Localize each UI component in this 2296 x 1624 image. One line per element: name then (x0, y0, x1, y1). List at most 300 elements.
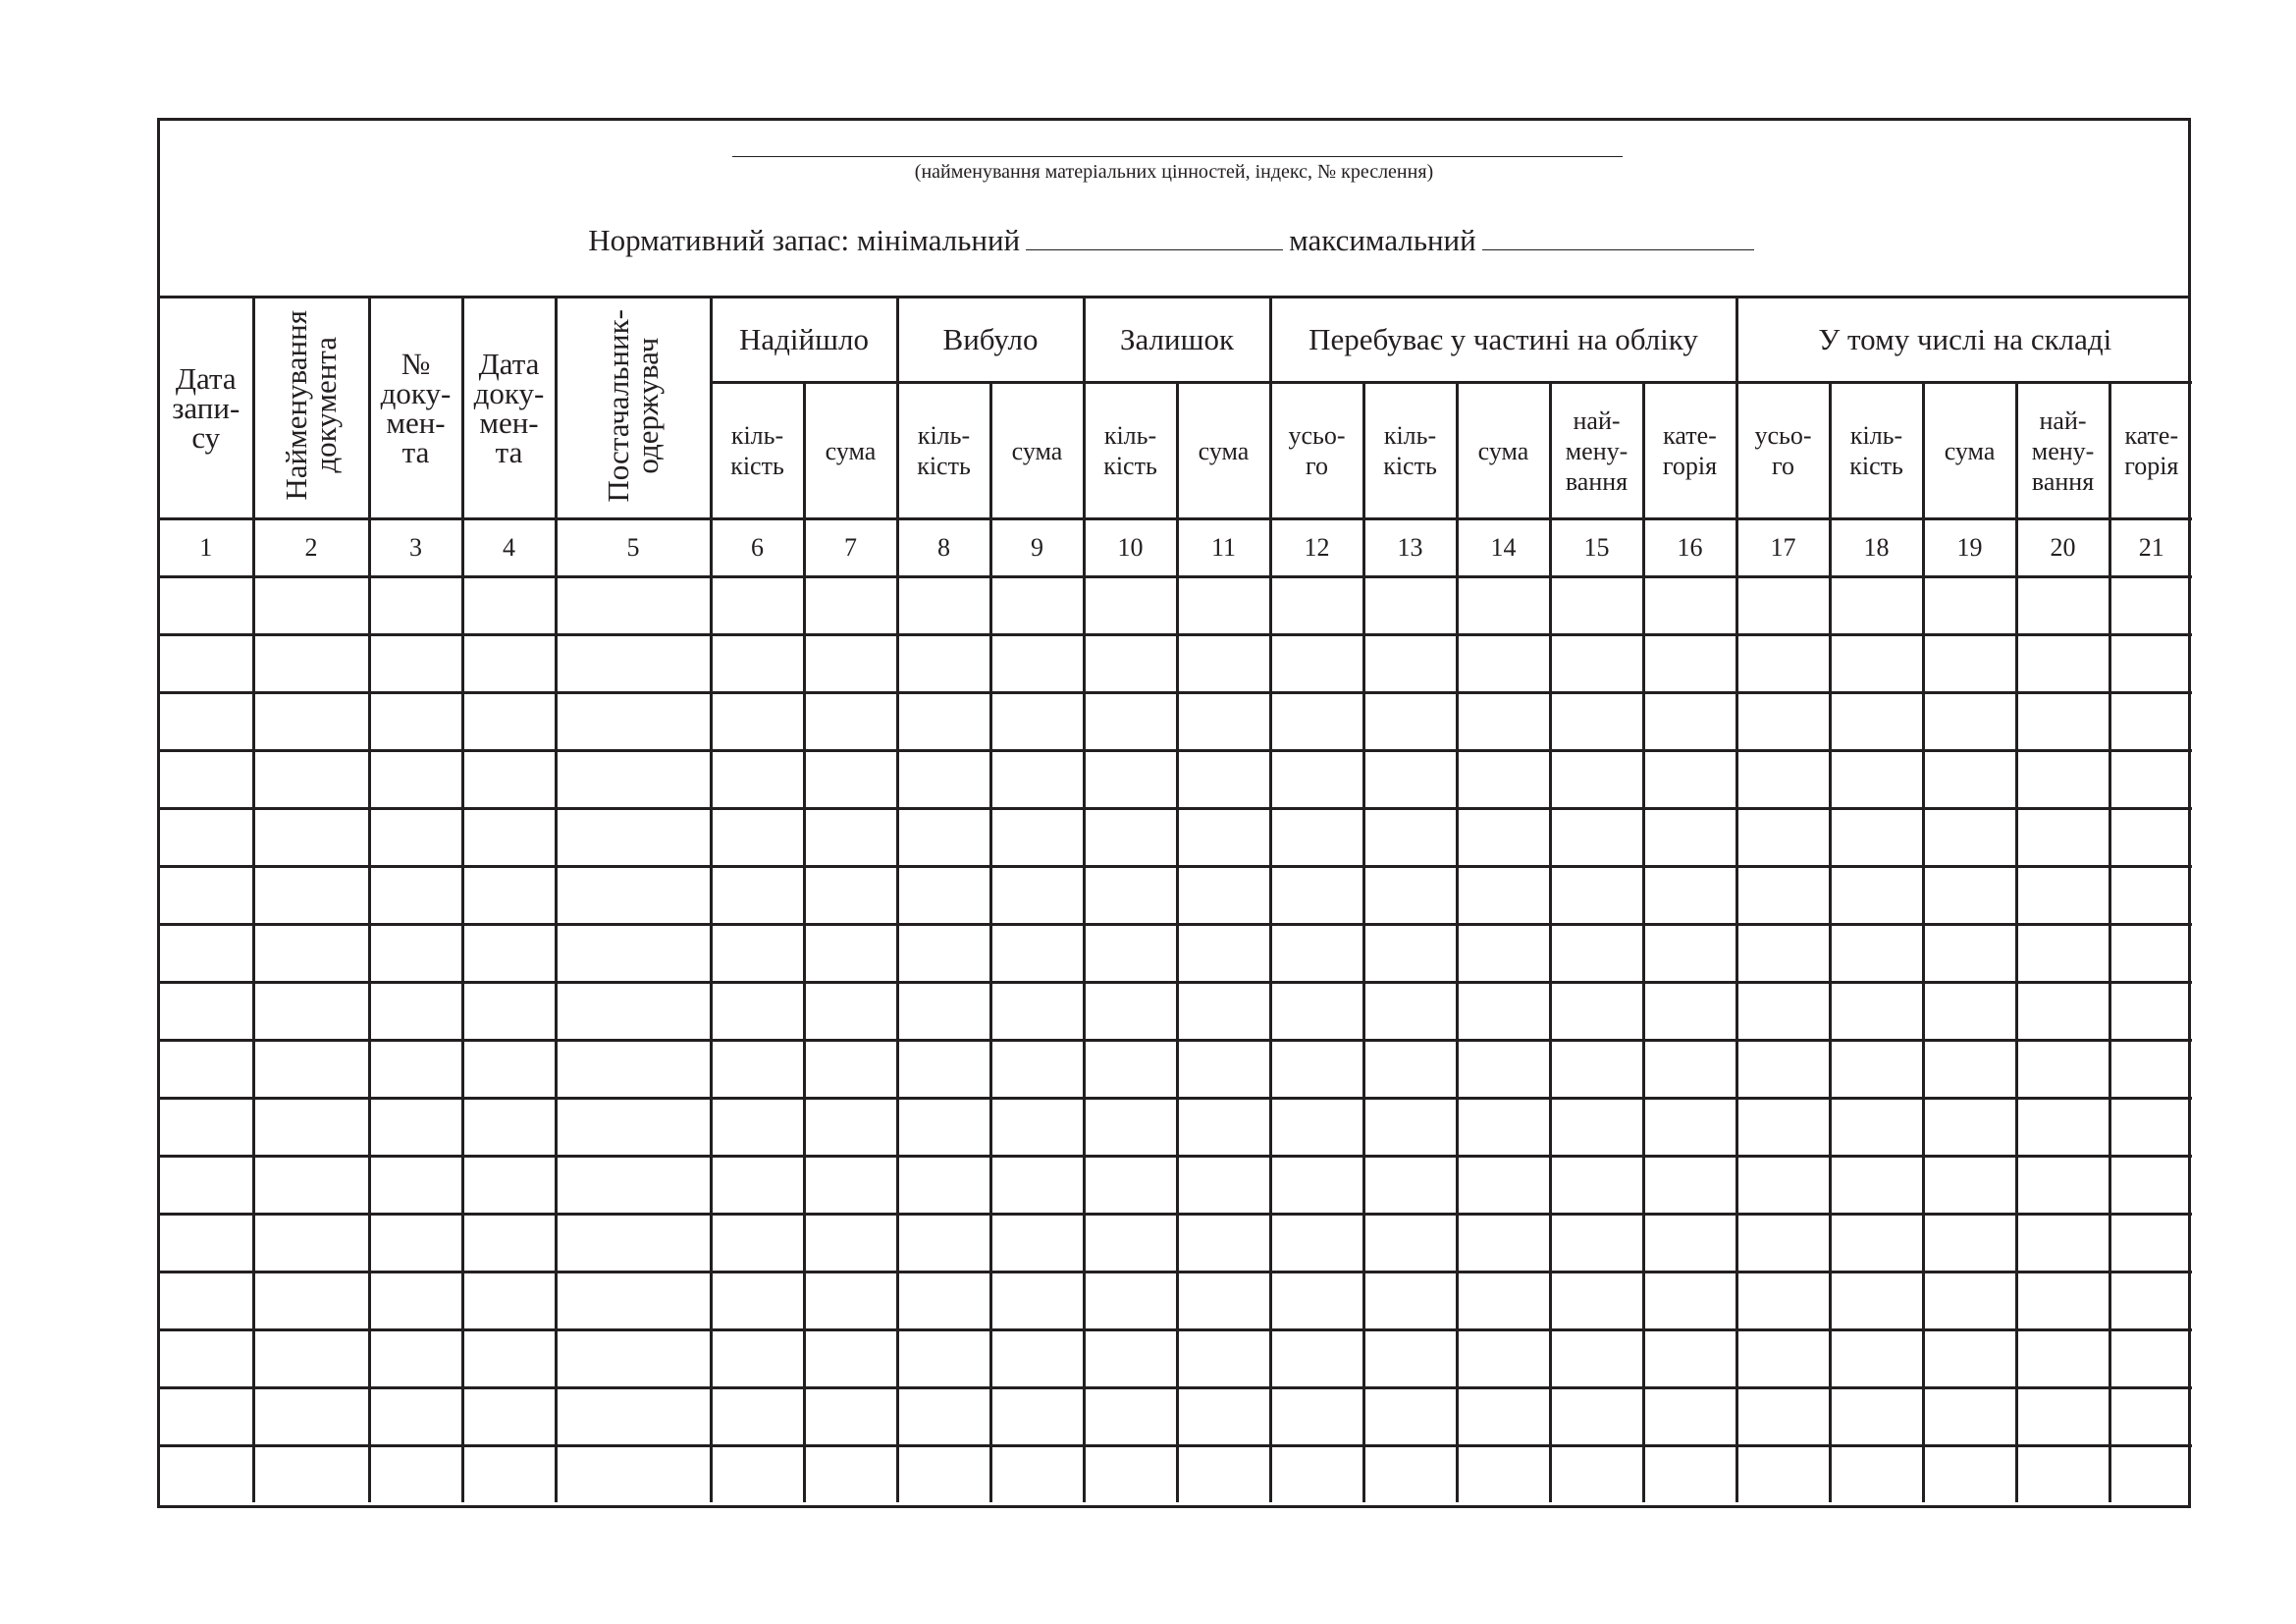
ledger-entry-cell[interactable] (711, 1215, 804, 1272)
ledger-entry-cell[interactable] (556, 635, 711, 693)
ledger-entry-cell[interactable] (897, 1099, 990, 1157)
ledger-entry-cell[interactable] (1923, 693, 2016, 751)
ledger-entry-cell[interactable] (1736, 1330, 1830, 1388)
ledger-entry-cell[interactable] (897, 1388, 990, 1446)
ledger-entry-cell[interactable] (2016, 1330, 2109, 1388)
ledger-entry-cell[interactable] (990, 577, 1084, 635)
ledger-entry-cell[interactable] (711, 983, 804, 1041)
ledger-entry-cell[interactable] (990, 693, 1084, 751)
ledger-entry-cell[interactable] (2016, 1388, 2109, 1446)
ledger-entry-cell[interactable] (1177, 751, 1270, 809)
ledger-entry-cell[interactable] (804, 983, 897, 1041)
ledger-entry-cell[interactable] (1457, 751, 1550, 809)
ledger-entry-cell[interactable] (1084, 1099, 1177, 1157)
ledger-entry-cell[interactable] (1923, 1272, 2016, 1330)
ledger-entry-cell[interactable] (2109, 635, 2192, 693)
ledger-entry-cell[interactable] (1270, 577, 1363, 635)
ledger-entry-cell[interactable] (253, 1157, 369, 1215)
ledger-entry-cell[interactable] (1830, 635, 1923, 693)
ledger-entry-cell[interactable] (1084, 693, 1177, 751)
ledger-entry-cell[interactable] (897, 1330, 990, 1388)
ledger-entry-cell[interactable] (556, 867, 711, 925)
ledger-entry-cell[interactable] (711, 1041, 804, 1099)
ledger-entry-cell[interactable] (369, 1099, 462, 1157)
ledger-entry-cell[interactable] (556, 577, 711, 635)
ledger-entry-cell[interactable] (2016, 867, 2109, 925)
ledger-entry-cell[interactable] (1830, 693, 1923, 751)
ledger-entry-cell[interactable] (1736, 1157, 1830, 1215)
ledger-entry-cell[interactable] (253, 751, 369, 809)
ledger-entry-cell[interactable] (1643, 635, 1736, 693)
ledger-entry-cell[interactable] (1270, 693, 1363, 751)
ledger-entry-cell[interactable] (2016, 635, 2109, 693)
ledger-entry-cell[interactable] (1923, 867, 2016, 925)
ledger-entry-cell[interactable] (1457, 1099, 1550, 1157)
ledger-entry-cell[interactable] (2109, 1099, 2192, 1157)
ledger-entry-cell[interactable] (2109, 1388, 2192, 1446)
ledger-entry-cell[interactable] (1270, 1446, 1363, 1503)
ledger-entry-cell[interactable] (1830, 1388, 1923, 1446)
ledger-entry-cell[interactable] (462, 1215, 556, 1272)
norm-min-field[interactable] (1026, 249, 1283, 250)
ledger-entry-cell[interactable] (1830, 809, 1923, 867)
ledger-entry-cell[interactable] (1177, 1272, 1270, 1330)
ledger-entry-cell[interactable] (1736, 1272, 1830, 1330)
ledger-entry-cell[interactable] (1830, 983, 1923, 1041)
ledger-entry-cell[interactable] (369, 1041, 462, 1099)
ledger-entry-cell[interactable] (990, 635, 1084, 693)
ledger-entry-cell[interactable] (1736, 751, 1830, 809)
ledger-entry-cell[interactable] (711, 925, 804, 983)
ledger-entry-cell[interactable] (990, 867, 1084, 925)
ledger-entry-cell[interactable] (990, 1157, 1084, 1215)
ledger-entry-cell[interactable] (1736, 1099, 1830, 1157)
ledger-entry-cell[interactable] (556, 1215, 711, 1272)
ledger-entry-cell[interactable] (160, 577, 253, 635)
ledger-entry-cell[interactable] (804, 1272, 897, 1330)
ledger-entry-cell[interactable] (1643, 1215, 1736, 1272)
ledger-entry-cell[interactable] (2109, 1157, 2192, 1215)
ledger-entry-cell[interactable] (1736, 1041, 1830, 1099)
ledger-entry-cell[interactable] (1270, 1215, 1363, 1272)
ledger-entry-cell[interactable] (1177, 1330, 1270, 1388)
ledger-entry-cell[interactable] (556, 751, 711, 809)
ledger-entry-cell[interactable] (1363, 809, 1457, 867)
ledger-entry-cell[interactable] (1550, 1157, 1643, 1215)
ledger-entry-cell[interactable] (990, 751, 1084, 809)
ledger-entry-cell[interactable] (1457, 925, 1550, 983)
ledger-entry-cell[interactable] (1084, 809, 1177, 867)
ledger-entry-cell[interactable] (2109, 1330, 2192, 1388)
ledger-entry-cell[interactable] (2109, 751, 2192, 809)
ledger-entry-cell[interactable] (253, 867, 369, 925)
ledger-entry-cell[interactable] (1177, 635, 1270, 693)
ledger-entry-cell[interactable] (462, 983, 556, 1041)
ledger-entry-cell[interactable] (897, 635, 990, 693)
ledger-entry-cell[interactable] (1550, 1388, 1643, 1446)
ledger-entry-cell[interactable] (1643, 809, 1736, 867)
ledger-entry-cell[interactable] (990, 1330, 1084, 1388)
ledger-entry-cell[interactable] (2109, 1041, 2192, 1099)
ledger-entry-cell[interactable] (1736, 693, 1830, 751)
ledger-entry-cell[interactable] (1736, 925, 1830, 983)
ledger-entry-cell[interactable] (1923, 983, 2016, 1041)
ledger-entry-cell[interactable] (462, 1099, 556, 1157)
ledger-entry-cell[interactable] (711, 751, 804, 809)
ledger-entry-cell[interactable] (253, 1388, 369, 1446)
ledger-entry-cell[interactable] (711, 635, 804, 693)
ledger-entry-cell[interactable] (253, 1330, 369, 1388)
ledger-entry-cell[interactable] (804, 925, 897, 983)
ledger-entry-cell[interactable] (1457, 635, 1550, 693)
ledger-entry-cell[interactable] (160, 1215, 253, 1272)
ledger-entry-cell[interactable] (369, 809, 462, 867)
ledger-entry-cell[interactable] (1830, 1272, 1923, 1330)
ledger-entry-cell[interactable] (990, 1388, 1084, 1446)
ledger-entry-cell[interactable] (1457, 1215, 1550, 1272)
ledger-entry-cell[interactable] (897, 1446, 990, 1503)
ledger-entry-cell[interactable] (1923, 1330, 2016, 1388)
ledger-entry-cell[interactable] (1270, 1041, 1363, 1099)
ledger-entry-cell[interactable] (804, 1099, 897, 1157)
ledger-entry-cell[interactable] (253, 1272, 369, 1330)
ledger-entry-cell[interactable] (1363, 751, 1457, 809)
ledger-entry-cell[interactable] (1643, 751, 1736, 809)
ledger-entry-cell[interactable] (160, 1446, 253, 1503)
ledger-entry-cell[interactable] (804, 693, 897, 751)
ledger-entry-cell[interactable] (1270, 1330, 1363, 1388)
ledger-entry-cell[interactable] (462, 809, 556, 867)
ledger-entry-cell[interactable] (160, 635, 253, 693)
ledger-entry-cell[interactable] (1830, 1215, 1923, 1272)
ledger-entry-cell[interactable] (369, 1157, 462, 1215)
ledger-entry-cell[interactable] (1363, 1099, 1457, 1157)
ledger-entry-cell[interactable] (1923, 1446, 2016, 1503)
ledger-entry-cell[interactable] (462, 1388, 556, 1446)
ledger-entry-cell[interactable] (1084, 983, 1177, 1041)
ledger-entry-cell[interactable] (253, 577, 369, 635)
ledger-entry-cell[interactable] (990, 1215, 1084, 1272)
ledger-entry-cell[interactable] (711, 1272, 804, 1330)
ledger-entry-cell[interactable] (1457, 1446, 1550, 1503)
ledger-entry-cell[interactable] (897, 1157, 990, 1215)
ledger-entry-cell[interactable] (1736, 577, 1830, 635)
ledger-entry-cell[interactable] (1084, 1272, 1177, 1330)
ledger-entry-cell[interactable] (369, 1388, 462, 1446)
ledger-entry-cell[interactable] (804, 1157, 897, 1215)
ledger-entry-cell[interactable] (2016, 925, 2109, 983)
ledger-entry-cell[interactable] (2016, 809, 2109, 867)
ledger-entry-cell[interactable] (1643, 1272, 1736, 1330)
ledger-entry-cell[interactable] (1830, 925, 1923, 983)
ledger-entry-cell[interactable] (556, 925, 711, 983)
ledger-entry-cell[interactable] (1084, 1041, 1177, 1099)
ledger-entry-cell[interactable] (160, 693, 253, 751)
ledger-entry-cell[interactable] (990, 925, 1084, 983)
ledger-entry-cell[interactable] (897, 867, 990, 925)
ledger-entry-cell[interactable] (1643, 693, 1736, 751)
ledger-entry-cell[interactable] (1177, 1099, 1270, 1157)
ledger-entry-cell[interactable] (1084, 751, 1177, 809)
ledger-entry-cell[interactable] (1270, 867, 1363, 925)
ledger-entry-cell[interactable] (1363, 1330, 1457, 1388)
ledger-entry-cell[interactable] (1084, 1446, 1177, 1503)
ledger-entry-cell[interactable] (990, 1272, 1084, 1330)
ledger-entry-cell[interactable] (1363, 925, 1457, 983)
ledger-entry-cell[interactable] (2109, 983, 2192, 1041)
item-name-line[interactable] (732, 156, 1623, 157)
ledger-entry-cell[interactable] (1457, 1272, 1550, 1330)
ledger-entry-cell[interactable] (1643, 867, 1736, 925)
ledger-entry-cell[interactable] (1270, 1157, 1363, 1215)
ledger-entry-cell[interactable] (1550, 1041, 1643, 1099)
ledger-entry-cell[interactable] (1363, 635, 1457, 693)
ledger-entry-cell[interactable] (1363, 1215, 1457, 1272)
ledger-entry-cell[interactable] (160, 1157, 253, 1215)
ledger-entry-cell[interactable] (711, 867, 804, 925)
ledger-entry-cell[interactable] (1830, 1099, 1923, 1157)
ledger-entry-cell[interactable] (369, 693, 462, 751)
ledger-entry-cell[interactable] (1363, 983, 1457, 1041)
ledger-entry-cell[interactable] (556, 809, 711, 867)
ledger-entry-cell[interactable] (369, 925, 462, 983)
ledger-entry-cell[interactable] (1550, 1272, 1643, 1330)
ledger-entry-cell[interactable] (1830, 1330, 1923, 1388)
ledger-entry-cell[interactable] (1177, 1388, 1270, 1446)
ledger-entry-cell[interactable] (1457, 1330, 1550, 1388)
ledger-entry-cell[interactable] (804, 751, 897, 809)
ledger-entry-cell[interactable] (1736, 983, 1830, 1041)
ledger-entry-cell[interactable] (1177, 925, 1270, 983)
ledger-entry-cell[interactable] (1550, 867, 1643, 925)
ledger-entry-cell[interactable] (1270, 925, 1363, 983)
ledger-entry-cell[interactable] (1457, 577, 1550, 635)
ledger-entry-cell[interactable] (253, 1041, 369, 1099)
ledger-entry-cell[interactable] (1830, 577, 1923, 635)
ledger-entry-cell[interactable] (1923, 1041, 2016, 1099)
ledger-entry-cell[interactable] (897, 1041, 990, 1099)
ledger-entry-cell[interactable] (369, 1446, 462, 1503)
ledger-entry-cell[interactable] (897, 751, 990, 809)
ledger-entry-cell[interactable] (1177, 1041, 1270, 1099)
ledger-entry-cell[interactable] (369, 1272, 462, 1330)
ledger-entry-cell[interactable] (160, 809, 253, 867)
ledger-entry-cell[interactable] (1363, 577, 1457, 635)
ledger-entry-cell[interactable] (1643, 1041, 1736, 1099)
ledger-entry-cell[interactable] (1084, 925, 1177, 983)
ledger-entry-cell[interactable] (897, 577, 990, 635)
ledger-entry-cell[interactable] (1830, 1041, 1923, 1099)
ledger-entry-cell[interactable] (1643, 1446, 1736, 1503)
ledger-entry-cell[interactable] (804, 1446, 897, 1503)
ledger-entry-cell[interactable] (897, 1272, 990, 1330)
ledger-entry-cell[interactable] (1550, 983, 1643, 1041)
ledger-entry-cell[interactable] (2016, 693, 2109, 751)
ledger-entry-cell[interactable] (990, 1099, 1084, 1157)
ledger-entry-cell[interactable] (253, 983, 369, 1041)
ledger-entry-cell[interactable] (369, 577, 462, 635)
ledger-entry-cell[interactable] (1177, 1215, 1270, 1272)
ledger-entry-cell[interactable] (2016, 983, 2109, 1041)
ledger-entry-cell[interactable] (711, 1099, 804, 1157)
ledger-entry-cell[interactable] (990, 983, 1084, 1041)
ledger-entry-cell[interactable] (1830, 751, 1923, 809)
ledger-entry-cell[interactable] (160, 1330, 253, 1388)
ledger-entry-cell[interactable] (1084, 1157, 1177, 1215)
ledger-entry-cell[interactable] (462, 867, 556, 925)
ledger-entry-cell[interactable] (556, 1272, 711, 1330)
ledger-entry-cell[interactable] (711, 1330, 804, 1388)
ledger-entry-cell[interactable] (897, 693, 990, 751)
ledger-entry-cell[interactable] (1550, 1215, 1643, 1272)
ledger-entry-cell[interactable] (1177, 1446, 1270, 1503)
ledger-entry-cell[interactable] (1923, 1157, 2016, 1215)
ledger-entry-cell[interactable] (2016, 751, 2109, 809)
ledger-entry-cell[interactable] (711, 809, 804, 867)
ledger-entry-cell[interactable] (1270, 983, 1363, 1041)
ledger-entry-cell[interactable] (462, 1446, 556, 1503)
ledger-entry-cell[interactable] (1923, 1215, 2016, 1272)
ledger-entry-cell[interactable] (1177, 867, 1270, 925)
ledger-entry-cell[interactable] (1643, 925, 1736, 983)
ledger-entry-cell[interactable] (1270, 1272, 1363, 1330)
ledger-entry-cell[interactable] (160, 925, 253, 983)
ledger-entry-cell[interactable] (1643, 1330, 1736, 1388)
ledger-entry-cell[interactable] (990, 1041, 1084, 1099)
ledger-entry-cell[interactable] (2109, 693, 2192, 751)
ledger-entry-cell[interactable] (1084, 1388, 1177, 1446)
ledger-entry-cell[interactable] (2109, 1215, 2192, 1272)
ledger-entry-cell[interactable] (1084, 635, 1177, 693)
ledger-entry-cell[interactable] (1457, 809, 1550, 867)
ledger-entry-cell[interactable] (556, 693, 711, 751)
ledger-entry-cell[interactable] (556, 1446, 711, 1503)
ledger-entry-cell[interactable] (711, 1388, 804, 1446)
ledger-entry-cell[interactable] (462, 693, 556, 751)
ledger-entry-cell[interactable] (1457, 867, 1550, 925)
ledger-entry-cell[interactable] (556, 1041, 711, 1099)
ledger-entry-cell[interactable] (1830, 1446, 1923, 1503)
ledger-entry-cell[interactable] (2016, 1446, 2109, 1503)
ledger-entry-cell[interactable] (1270, 635, 1363, 693)
ledger-entry-cell[interactable] (253, 635, 369, 693)
ledger-entry-cell[interactable] (897, 925, 990, 983)
ledger-entry-cell[interactable] (1830, 1157, 1923, 1215)
ledger-entry-cell[interactable] (369, 635, 462, 693)
ledger-entry-cell[interactable] (1550, 1446, 1643, 1503)
ledger-entry-cell[interactable] (711, 693, 804, 751)
ledger-entry-cell[interactable] (556, 1388, 711, 1446)
ledger-entry-cell[interactable] (253, 1215, 369, 1272)
ledger-entry-cell[interactable] (990, 809, 1084, 867)
ledger-entry-cell[interactable] (556, 983, 711, 1041)
ledger-entry-cell[interactable] (711, 1446, 804, 1503)
ledger-entry-cell[interactable] (1270, 1099, 1363, 1157)
norm-max-field[interactable] (1482, 249, 1754, 250)
ledger-entry-cell[interactable] (462, 635, 556, 693)
ledger-entry-cell[interactable] (2016, 577, 2109, 635)
ledger-entry-cell[interactable] (897, 983, 990, 1041)
ledger-entry-cell[interactable] (1830, 867, 1923, 925)
ledger-entry-cell[interactable] (804, 1215, 897, 1272)
ledger-entry-cell[interactable] (462, 577, 556, 635)
ledger-entry-cell[interactable] (2109, 809, 2192, 867)
ledger-entry-cell[interactable] (1550, 1099, 1643, 1157)
ledger-entry-cell[interactable] (1923, 577, 2016, 635)
ledger-entry-cell[interactable] (1177, 809, 1270, 867)
ledger-entry-cell[interactable] (2016, 1157, 2109, 1215)
ledger-entry-cell[interactable] (1550, 635, 1643, 693)
ledger-entry-cell[interactable] (1550, 693, 1643, 751)
ledger-entry-cell[interactable] (2109, 1272, 2192, 1330)
ledger-entry-cell[interactable] (369, 1330, 462, 1388)
ledger-entry-cell[interactable] (1363, 1388, 1457, 1446)
ledger-entry-cell[interactable] (1923, 751, 2016, 809)
ledger-entry-cell[interactable] (804, 809, 897, 867)
ledger-entry-cell[interactable] (462, 751, 556, 809)
ledger-entry-cell[interactable] (1736, 635, 1830, 693)
ledger-entry-cell[interactable] (462, 1157, 556, 1215)
ledger-entry-cell[interactable] (369, 751, 462, 809)
ledger-entry-cell[interactable] (160, 1272, 253, 1330)
ledger-entry-cell[interactable] (160, 1041, 253, 1099)
ledger-entry-cell[interactable] (160, 1388, 253, 1446)
ledger-entry-cell[interactable] (1736, 1388, 1830, 1446)
ledger-entry-cell[interactable] (556, 1157, 711, 1215)
ledger-entry-cell[interactable] (1550, 809, 1643, 867)
ledger-entry-cell[interactable] (160, 751, 253, 809)
ledger-entry-cell[interactable] (253, 1446, 369, 1503)
ledger-entry-cell[interactable] (1923, 1099, 2016, 1157)
ledger-entry-cell[interactable] (1736, 1215, 1830, 1272)
ledger-entry-cell[interactable] (160, 867, 253, 925)
ledger-entry-cell[interactable] (160, 983, 253, 1041)
ledger-entry-cell[interactable] (1177, 983, 1270, 1041)
ledger-entry-cell[interactable] (2109, 867, 2192, 925)
ledger-entry-cell[interactable] (1736, 1446, 1830, 1503)
ledger-entry-cell[interactable] (1363, 1157, 1457, 1215)
ledger-entry-cell[interactable] (462, 1330, 556, 1388)
ledger-entry-cell[interactable] (1084, 1330, 1177, 1388)
ledger-entry-cell[interactable] (1550, 1330, 1643, 1388)
ledger-entry-cell[interactable] (990, 1446, 1084, 1503)
ledger-entry-cell[interactable] (1457, 983, 1550, 1041)
ledger-entry-cell[interactable] (1084, 867, 1177, 925)
ledger-entry-cell[interactable] (804, 1388, 897, 1446)
ledger-entry-cell[interactable] (1177, 577, 1270, 635)
ledger-entry-cell[interactable] (253, 809, 369, 867)
ledger-entry-cell[interactable] (253, 925, 369, 983)
ledger-entry-cell[interactable] (1643, 1099, 1736, 1157)
ledger-entry-cell[interactable] (1923, 635, 2016, 693)
ledger-entry-cell[interactable] (1177, 1157, 1270, 1215)
ledger-entry-cell[interactable] (1643, 983, 1736, 1041)
ledger-entry-cell[interactable] (1363, 1041, 1457, 1099)
ledger-entry-cell[interactable] (1363, 693, 1457, 751)
ledger-entry-cell[interactable] (1363, 1272, 1457, 1330)
ledger-entry-cell[interactable] (1923, 925, 2016, 983)
ledger-entry-cell[interactable] (1457, 1041, 1550, 1099)
ledger-entry-cell[interactable] (897, 809, 990, 867)
ledger-entry-cell[interactable] (1550, 751, 1643, 809)
ledger-entry-cell[interactable] (556, 1099, 711, 1157)
ledger-entry-cell[interactable] (1177, 693, 1270, 751)
ledger-entry-cell[interactable] (1550, 925, 1643, 983)
ledger-entry-cell[interactable] (1363, 867, 1457, 925)
ledger-entry-cell[interactable] (2109, 577, 2192, 635)
ledger-entry-cell[interactable] (711, 577, 804, 635)
ledger-entry-cell[interactable] (369, 983, 462, 1041)
